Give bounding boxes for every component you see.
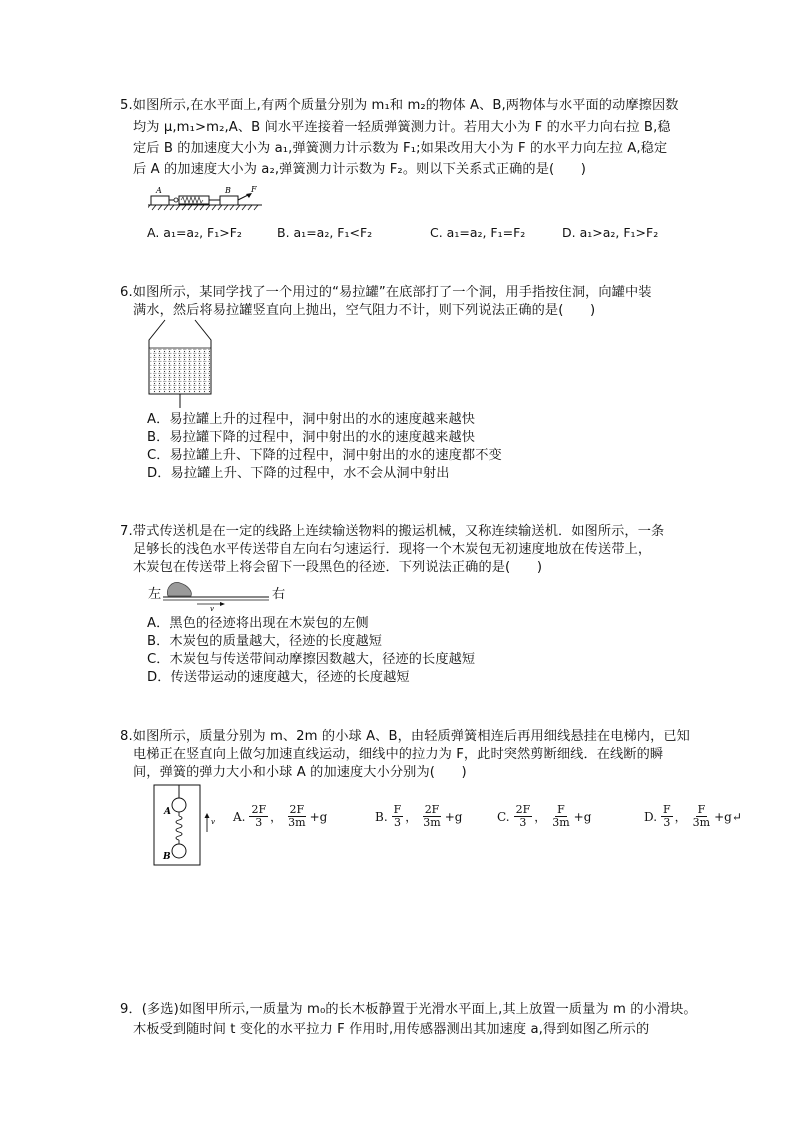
question-5-line-3: 定后 B 的加速度大小为 a₁,弹簧测力计示数为 F₁;如果改用大小为 F 的水平力向左拉 A,稳定 bbox=[133, 141, 668, 156]
velocity-label: v bbox=[211, 818, 215, 826]
question-6-option-a[interactable]: A．易拉罐上升的过程中，洞中射出的水的速度越来越快 bbox=[147, 412, 476, 427]
question-7-line-1: 7.带式传送机是在一定的线路上连续输送物料的搬运机械，又称连续输送机．如图所示，一条 bbox=[120, 524, 665, 539]
fraction-acceleration: $\frac{F}{3m}$ bbox=[692, 803, 711, 829]
belt-left-label: 左 bbox=[148, 587, 162, 602]
fraction-acceleration: $\frac{F}{3m}$ bbox=[552, 803, 570, 829]
question-7-option-d[interactable]: D．传送带运动的速度越大，径迹的长度越短 bbox=[147, 670, 410, 685]
question-7-option-b[interactable]: B．木炭包的质量越大，径迹的长度越短 bbox=[147, 634, 383, 649]
question-8-option-d[interactable] bbox=[644, 804, 742, 829]
ball-b-label: B bbox=[163, 852, 171, 862]
fraction-acceleration: $\frac{2F}{3m}$ bbox=[423, 803, 441, 829]
question-7-line-3: 木炭包在传送带上将会留下一段黑色的径迹．下列说法正确的是( ) bbox=[133, 560, 543, 575]
question-5-line-2: 均为 μ,m₁>m₂,A、B 间水平连接着一轻质弹簧测力计。若用大小为 F 的水平力向右拉 B,稳 bbox=[133, 120, 671, 135]
block-b-label: B bbox=[225, 186, 231, 195]
question-8-line-2: 电梯正在竖直向上做匀加速直线运动，细线中的拉力为 F，此时突然剪断细线．在线断的瞬 bbox=[133, 747, 664, 762]
question-6-line-2: 满水，然后将易拉罐竖直向上抛出，空气阻力不计，则下列说法正确的是( ) bbox=[133, 303, 596, 318]
option-label: C. bbox=[497, 809, 510, 824]
separator: ， bbox=[674, 810, 687, 824]
ball-a bbox=[172, 798, 186, 812]
plus-g: +g bbox=[444, 809, 463, 824]
plus-g: +g bbox=[573, 809, 592, 824]
question-8-line-1: 8.如图所示，质量分别为 m、2m 的小球 A、B，由轻质弹簧相连后再用细线悬挂在电梯内，已知 bbox=[120, 729, 690, 744]
question-5-figure bbox=[148, 184, 264, 212]
question-8-option-a[interactable] bbox=[233, 804, 327, 829]
plus-g: +g↵ bbox=[714, 809, 742, 824]
question-5-option-b[interactable]: B. a₁=a₂, F₁<F₂ bbox=[277, 225, 373, 240]
fraction-spring-force: $\frac{2F}{3}$ bbox=[515, 803, 531, 829]
fraction-spring-force: $\frac{F}{3}$ bbox=[393, 803, 402, 829]
ball-b bbox=[172, 844, 186, 858]
question-5-option-d[interactable]: D. a₁>a₂, F₁>F₂ bbox=[562, 225, 659, 240]
separator: ， bbox=[270, 810, 283, 824]
block-a bbox=[151, 196, 169, 205]
question-6-line-1: 6.如图所示，某同学找了一个用过的“易拉罐”在底部打了一个洞，用手指按住洞，向罐中装 bbox=[120, 285, 652, 300]
question-6-figure bbox=[143, 318, 217, 410]
question-7-line-2: 足够长的浅色水平传送带自左向右匀速运行．现将一个木炭包无初速度地放在传送带上， bbox=[133, 542, 652, 557]
question-5-line-4: 后 A 的加速度大小为 a₂,弹簧测力计示数为 F₂。则以下关系式正确的是( ) bbox=[133, 162, 587, 177]
question-6-option-c[interactable]: C．易拉罐上升、下降的过程中，洞中射出的水的速度都不变 bbox=[147, 448, 502, 463]
question-7-figure bbox=[163, 578, 271, 612]
question-5-option-c[interactable]: C. a₁=a₂, F₁=F₂ bbox=[430, 225, 526, 240]
belt-right-label: 右 bbox=[272, 587, 286, 602]
fraction-acceleration: $\frac{2F}{3m}$ bbox=[288, 803, 306, 829]
question-8-option-b[interactable] bbox=[375, 804, 462, 829]
question-6-option-d[interactable]: D．易拉罐上升、下降的过程中，水不会从洞中射出 bbox=[147, 466, 450, 481]
water bbox=[150, 348, 210, 393]
ball-a-label: A bbox=[164, 807, 171, 817]
velocity-label: v bbox=[210, 605, 214, 612]
separator: ， bbox=[405, 810, 418, 824]
question-8-figure bbox=[153, 784, 217, 868]
question-8-line-3: 间，弹簧的弹力大小和小球 A 的加速度大小分别为( ) bbox=[133, 765, 467, 780]
question-5-line-1: 5.如图所示,在水平面上,有两个质量分别为 m₁和 m₂的物体 A、B,两物体与水平面的动摩擦因数 bbox=[120, 98, 679, 113]
option-label: A. bbox=[233, 809, 246, 824]
question-6-option-b[interactable]: B．易拉罐下降的过程中，洞中射出的水的速度越来越快 bbox=[147, 430, 476, 445]
charcoal-bag bbox=[167, 582, 191, 596]
option-label: B. bbox=[375, 809, 388, 824]
question-9-line-2: 木板受到随时间 t 变化的水平拉力 F 作用时,用传感器测出其加速度 a,得到如图乙所示的 bbox=[133, 1022, 650, 1037]
question-9-line-1: 9．(多选)如图甲所示,一质量为 m₀的长木板静置于光滑水平面上,其上放置一质量为 m 的小滑块。 bbox=[120, 1002, 697, 1017]
force-label: F bbox=[251, 185, 257, 194]
question-8-option-c[interactable] bbox=[497, 804, 591, 829]
plus-g: +g bbox=[309, 809, 328, 824]
fraction-spring-force: $\frac{F}{3}$ bbox=[663, 803, 671, 829]
block-a-label: A bbox=[156, 186, 162, 195]
question-7-option-a[interactable]: A．黑色的径迹将出现在木炭包的左侧 bbox=[147, 616, 369, 631]
question-5-option-a[interactable]: A. a₁=a₂, F₁>F₂ bbox=[147, 225, 242, 240]
fraction-spring-force: $\frac{2F}{3}$ bbox=[251, 803, 267, 829]
question-7-option-c[interactable]: C．木炭包与传送带间动摩擦因数越大，径迹的长度越短 bbox=[147, 652, 476, 667]
separator: ， bbox=[534, 810, 547, 824]
block-b bbox=[220, 196, 238, 205]
option-label: D. bbox=[644, 809, 658, 824]
